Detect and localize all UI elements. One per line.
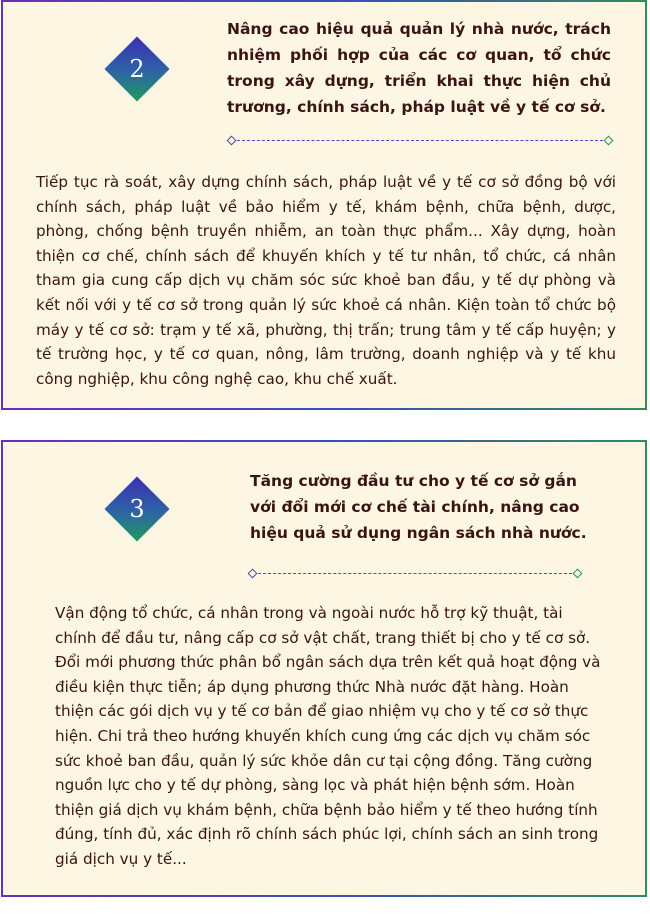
section-card-3 [1, 440, 647, 897]
divider-right-dot-icon [573, 569, 583, 579]
section-card-2 [1, 0, 647, 410]
section-body: Tiếp tục rà soát, xây dựng chính sách, pháp luật về y tế cơ sở đồng bộ với chính sách, pháp luật về bảo hiểm y tế, khám bệnh, chữa bệnh, dược, phòng, chống bệnh truyền nhiễm, an toàn thực phẩm... Xây dựng, hoàn thiện cơ chế, chính sách để khuyến khích y tế tư nhân, tổ chức, cá nhân tham gia cung cấp dịch vụ chăm sóc sức khoẻ ban đầu, y tế dự phòng và kết nối với y tế cơ sở trong quản lý sức khoẻ cá nhân. Kiện toàn tổ chức bộ máy y tế cơ sở: trạm y tế xã, phường, thị trấn; trung tâm y tế cấp huyện; y tế trường học, y tế cơ quan, nông, lâm trường, doanh nghiệp và y tế khu công nghiệp, khu công nghệ cao, khu chế xuất. [36, 173, 616, 388]
divider-right-dot-icon [604, 136, 614, 146]
dashed-divider [232, 140, 608, 141]
divider-left-dot-icon [227, 136, 237, 146]
section-number: 2 [129, 55, 145, 83]
section-heading: Tăng cường đầu tư cho y tế cơ sở gắn với đổi mới cơ chế tài chính, nâng cao hiệu quả sử dụng ngân sách nhà nước. [250, 472, 587, 542]
divider-left-dot-icon [248, 569, 258, 579]
section-heading: Nâng cao hiệu quả quản lý nhà nước, trách nhiệm phối hợp của các cơ quan, tổ chức trong xây dựng, triển khai thực hiện chủ trương, chính sách, pháp luật về y tế cơ sở. [227, 20, 611, 116]
section-body: Vận động tổ chức, cá nhân trong và ngoài nước hỗ trợ kỹ thuật, tài chính để đầu tư, nâng cấp cơ sở vật chất, trang thiết bị cho y tế cơ sở. Đổi mới phương thức phân bổ ngân sách dựa trên kết quả hoạt động và điều kiện thực tiễn; áp dụng phương thức Nhà nước đặt hàng. Hoàn thiện các gói dịch vụ y tế cơ bản để giao nhiệm vụ cho y tế cơ sở thực hiện. Chi trả theo hướng khuyến khích cung ứng các dịch vụ chăm sóc sức khoẻ ban đầu, quản lý sức khỏe dân cư tại cộng đồng. Tăng cường nguồn lực cho y tế dự phòng, sàng lọc và phát hiện bệnh sớm. Hoàn thiện giá dịch vụ khám bệnh, chữa bệnh bảo hiểm y tế theo hướng tính đúng, tính đủ, xác định rõ chính sách phúc lợi, chính sách an sinh trong giá dịch vụ y tế... [55, 604, 601, 868]
dashed-divider [253, 573, 577, 574]
section-number: 3 [129, 495, 145, 523]
